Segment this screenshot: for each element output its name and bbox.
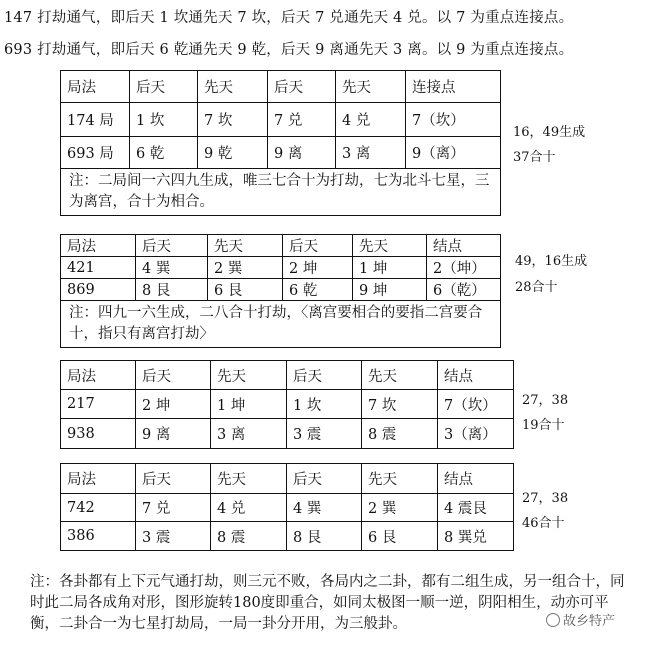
header-cell: 先天 <box>362 464 438 493</box>
side-note-1b: 37合十 <box>513 150 556 165</box>
table-cell: 3 离 <box>211 419 287 448</box>
table-cell: 7（坎） <box>412 113 465 129</box>
table-3 <box>60 360 514 449</box>
table-cell: 8 震 <box>211 522 287 550</box>
table-cell: 8 巽兑 <box>444 529 487 546</box>
table-cell: 6 乾 <box>130 137 198 168</box>
table-cell: 742 <box>61 494 136 521</box>
side-note-2b: 28合十 <box>515 280 558 295</box>
side-note-4a: 27，38 <box>522 491 569 506</box>
side-note-3a: 27，38 <box>522 393 569 408</box>
table-cell: 2（坤） <box>433 261 486 277</box>
table-header-row <box>61 361 513 390</box>
footer-note: 注：各卦都有上下元气通打劫，则三元不败，各局内之二卦，都有二组生成，另一组合十，同时此二局各成角对形，图形旋转180度即重合，如同太极图一顺一逆，阴阳相生，动亦可平衡，二卦合一为七星打劫局，一局一卦分开用，为三般卦。 <box>30 574 625 632</box>
header-cell: 局法 <box>61 235 136 256</box>
table-cell: 2 坤 <box>283 257 353 278</box>
header-cell: 先天 <box>353 235 427 256</box>
table-row <box>61 522 513 550</box>
table-1 <box>60 70 501 216</box>
table-cell: 9 乾 <box>198 137 268 168</box>
table-cell: 7 坎 <box>198 103 268 136</box>
header-cell: 先天 <box>211 464 287 493</box>
table-cell: 8 艮 <box>136 279 208 300</box>
header-cell: 局法 <box>61 71 130 102</box>
table-row <box>61 103 500 137</box>
wechat-icon <box>546 613 560 627</box>
table-cell: 174 局 <box>61 103 130 136</box>
table-cell: 4 巽 <box>136 257 208 278</box>
table-cell: 1 坎 <box>130 103 198 136</box>
header-cell: 先天 <box>362 361 438 389</box>
table-note: 注：四九一六生成，二八合十打劫，〈离宫要相合的要指二宫要合十，指只有离宫打劫〉 <box>69 305 483 342</box>
table-cell: 6 艮 <box>362 522 438 550</box>
table-cell: 8 艮 <box>287 522 362 550</box>
table-cell: 9（离） <box>412 146 465 162</box>
table-cell: 3 离 <box>336 137 406 168</box>
table-note-row <box>61 301 500 347</box>
table-header-row <box>61 235 500 257</box>
side-note-4b: 46合十 <box>522 516 565 531</box>
header-cell: 先天 <box>208 235 283 256</box>
table-header-row <box>61 71 500 103</box>
header-cell: 局法 <box>61 361 136 389</box>
header-cell: 后天 <box>268 71 336 102</box>
table-cell: 4 兑 <box>336 103 406 136</box>
table-cell: 3 震 <box>136 522 211 550</box>
table-cell: 4 巽 <box>287 494 362 521</box>
table-cell: 1 坤 <box>353 257 427 278</box>
table-4 <box>60 463 514 551</box>
table-cell: 1 坎 <box>287 390 362 418</box>
header-cell: 后天 <box>136 235 208 256</box>
table-cell: 9 离 <box>268 137 336 168</box>
intro-line-2: 693 打劫通气，即后天 6 乾通先天 9 乾，后天 9 离通先天 3 离。以 9 为重点连接点。 <box>4 42 574 58</box>
watermark-text: 故乡特产 <box>563 614 616 629</box>
side-note-1a: 16，49生成 <box>513 125 586 140</box>
table-cell: 7（坎） <box>444 397 497 414</box>
header-cell: 结点 <box>444 368 473 385</box>
header-cell: 后天 <box>287 464 362 493</box>
table-cell: 6（乾） <box>433 283 486 299</box>
table-cell: 2 巽 <box>208 257 283 278</box>
table-cell: 4 震艮 <box>444 501 487 517</box>
table-row <box>61 419 513 448</box>
table-note: 注：二局间一六四九生成，唯三七合十为打劫，七为北斗七星，三为离宫，合十为相合。 <box>69 173 490 210</box>
header-cell: 后天 <box>287 361 362 389</box>
table-cell: 6 乾 <box>283 279 353 300</box>
table-cell: 7 兑 <box>136 494 211 521</box>
table-note-row <box>61 169 500 215</box>
header-cell: 连接点 <box>412 80 456 96</box>
table-row <box>61 137 500 169</box>
intro-line-1: 147 打劫通气，即后天 1 坎通先天 7 坎，后天 7 兑通先天 4 兑。以 7 为重点连接点。 <box>4 10 574 26</box>
table-cell: 938 <box>61 419 136 448</box>
table-cell: 7 坎 <box>362 390 438 418</box>
table-cell: 3（离） <box>444 427 497 443</box>
header-cell: 结点 <box>444 472 473 488</box>
table-cell: 7 兑 <box>268 103 336 136</box>
table-cell: 9 坤 <box>353 279 427 300</box>
table-cell: 3 震 <box>287 419 362 448</box>
table-cell: 217 <box>61 390 136 418</box>
table-cell: 1 坤 <box>211 390 287 418</box>
side-note-3b: 19合十 <box>522 418 565 433</box>
header-cell: 后天 <box>283 235 353 256</box>
table-cell: 421 <box>61 257 136 278</box>
table-header-row <box>61 464 513 494</box>
table-cell: 4 兑 <box>211 494 287 521</box>
table-cell: 8 震 <box>362 419 438 448</box>
header-cell: 先天 <box>211 361 287 389</box>
table-row <box>61 257 500 279</box>
header-cell: 后天 <box>130 71 198 102</box>
header-cell: 先天 <box>198 71 268 102</box>
table-cell: 2 坤 <box>136 390 211 418</box>
header-cell: 结点 <box>433 239 462 255</box>
watermark <box>546 610 615 629</box>
side-note-2a: 49，16生成 <box>515 254 588 269</box>
table-cell: 869 <box>61 279 136 300</box>
header-cell: 局法 <box>61 464 136 493</box>
table-cell: 693 局 <box>61 137 130 168</box>
table-row <box>61 494 513 522</box>
table-row <box>61 390 513 419</box>
table-row <box>61 279 500 301</box>
header-cell: 后天 <box>136 464 211 493</box>
table-cell: 386 <box>61 522 136 550</box>
table-cell: 6 艮 <box>208 279 283 300</box>
table-cell: 9 离 <box>136 419 211 448</box>
header-cell: 先天 <box>336 71 406 102</box>
header-cell: 后天 <box>136 361 211 389</box>
table-2 <box>60 234 501 348</box>
table-cell: 2 巽 <box>362 494 438 521</box>
